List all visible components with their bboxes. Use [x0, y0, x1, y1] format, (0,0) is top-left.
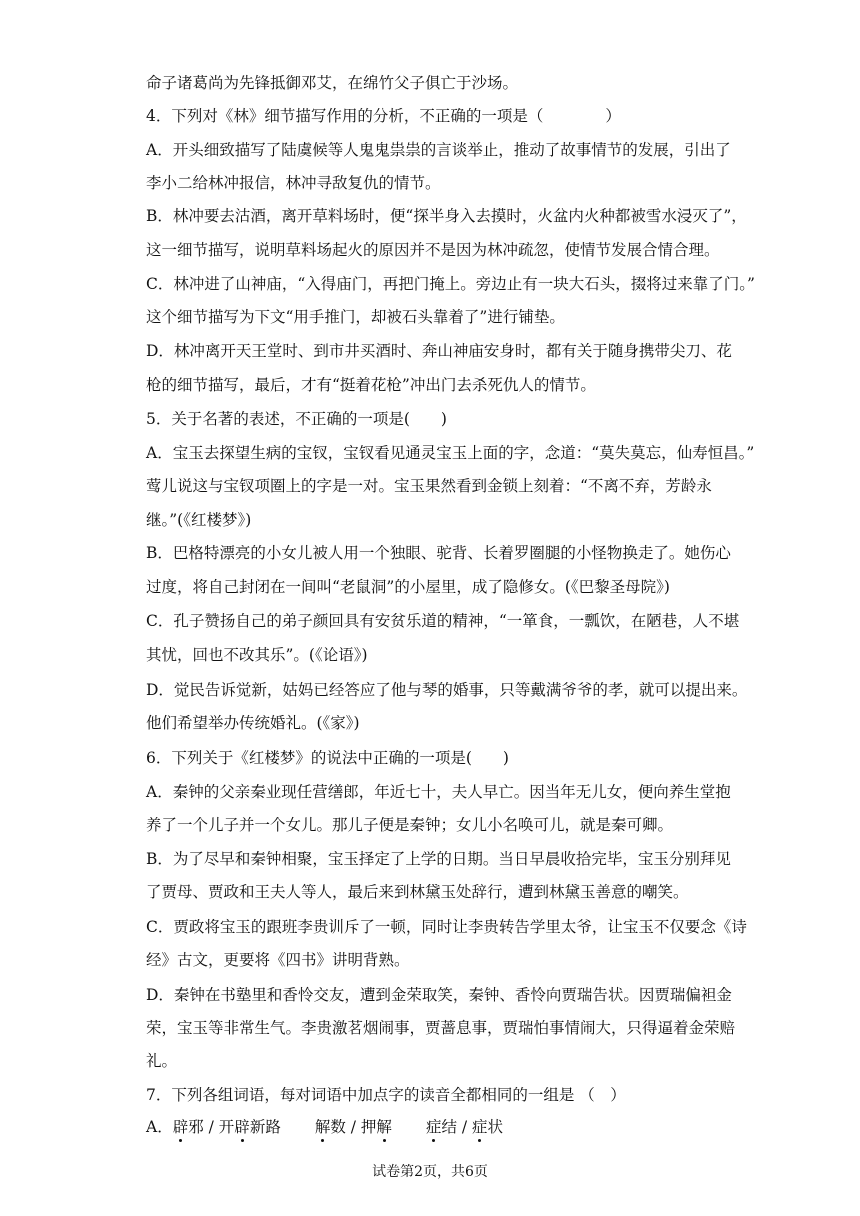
- text-line: D．林冲离开天王堂时、到市井买酒时、奔山神庙安身时，都有关于随身携带尖刀、花: [146, 342, 732, 360]
- page-footer: 试卷第2页，共6页: [372, 1164, 488, 1180]
- dotted-char: 解: [376, 1118, 392, 1136]
- word-text: 状: [487, 1118, 504, 1136]
- dotted-char: 症: [425, 1118, 442, 1136]
- text-line: A．秦钟的父亲秦业现任营缮郎，年近七十，夫人早亡。因当年无儿女，便向养生堂抱: [146, 783, 731, 801]
- text-line: 7．下列各组词语，每对词语中加点字的读音全都相同的一组是 （ ）: [146, 1086, 626, 1104]
- text-line: C．孔子赞扬自己的弟子颜回具有安贫乐道的精神，“一箪食，一瓢饮，在陋巷，人不堪: [146, 612, 740, 630]
- text-line: 枪的细节描写，最后，才有“挺着花枪”冲出门去杀死仇人的情节。: [146, 376, 596, 394]
- dotted-char: 症: [472, 1118, 488, 1136]
- text-line: 继。”(《红楼梦》): [146, 511, 252, 529]
- text-line: 5．关于名著的表述，不正确的一项是( ): [146, 410, 447, 428]
- dotted-char: 解: [314, 1118, 331, 1136]
- text-line: C．林冲进了山神庙，“入得庙门，再把门掩上。旁边止有一块大石头，掇将过来靠了门。”: [146, 275, 755, 293]
- word-text: 结 /: [441, 1118, 473, 1136]
- text-line: C．贾政将宝玉的跟班李贵训斥了一顿，同时让李贵转告学里太爷，让宝玉不仅要念《诗: [146, 918, 747, 936]
- text-line: B．为了尽早和秦钟相聚，宝玉择定了上学的日期。当日早晨收拾完毕，宝玉分别拜见: [146, 850, 731, 868]
- text-line: 这个细节描写为下文“用手推门，却被石头靠着了”进行铺垫。: [146, 308, 565, 326]
- text-line: 莺儿说这与宝钗项圈上的字是一对。宝玉果然看到金锁上刻着：“不离不弃，芳龄永: [146, 477, 712, 495]
- text-line: 养了一个儿子并一个女儿。那儿子便是秦钟；女儿小名唤可儿，就是秦可卿。: [146, 816, 674, 834]
- text-line: 他们希望举办传统婚礼。(《家》): [146, 714, 360, 732]
- word-text: 新路: [249, 1118, 281, 1136]
- text-line: 了贾母、贾政和王夫人等人，最后来到林黛玉处辞行，遭到林黛玉善意的嘲笑。: [146, 883, 689, 901]
- text-line: 4．下列对《林》细节描写作用的分析，不正确的一项是（ ）: [146, 107, 621, 125]
- text-line: A．开头细致描写了陆虞候等人鬼鬼祟祟的言谈举止，推动了故事情节的发展，引出了: [146, 141, 731, 159]
- text-line: D．秦钟在书塾里和香怜交友，遭到金荣取笑，秦钟、香怜向贾瑞告状。因贾瑞偏袒金: [146, 986, 732, 1004]
- text-line: B．林冲要去沽酒，离开草料场时，便“探半身入去摸时，火盆内火种都被雪水浸灭了”，: [146, 207, 747, 225]
- text-line: 其忧，回也不改其乐”。(《论语》): [146, 646, 368, 664]
- text-line: 礼。: [146, 1052, 178, 1070]
- text-line: 这一细节描写，说明草料场起火的原因并不是因为林冲疏忽，使情节发展合情合理。: [146, 241, 720, 259]
- word-text: 邪 / 开: [188, 1118, 235, 1136]
- option-line-7a: [146, 1117, 503, 1137]
- text-line: A．宝玉去探望生病的宝钗，宝钗看见通灵宝玉上面的字，念道：“莫失莫忘，仙寿恒昌。”: [146, 444, 755, 462]
- text-line: 经》古文，更要将《四书》讲明背熟。: [146, 951, 410, 969]
- text-line: 命子诸葛尚为先锋抵御邓艾，在绵竹父子俱亡于沙场。: [146, 74, 519, 92]
- text-line: B．巴格特漂亮的小女儿被人用一个独眼、驼背、长着罗圈腿的小怪物换走了。她伤心: [146, 544, 731, 562]
- dotted-char: 辟: [172, 1118, 189, 1136]
- option-label: A．: [146, 1118, 173, 1136]
- text-line: 荣，宝玉等非常生气。李贵激茗烟闹事，贾蔷息事，贾瑞怕事情闹大，只得逼着金荣赔: [146, 1019, 736, 1037]
- word-text: 数 / 押: [330, 1118, 377, 1136]
- text-line: 过度，将自己封闭在一间叫“老鼠洞”的小屋里，成了隐修女。(《巴黎圣母院》): [146, 578, 670, 596]
- dotted-char: 辟: [234, 1118, 250, 1136]
- text-line: D．觉民告诉觉新，姑妈已经答应了他与琴的婚事，只等戴满爷爷的孝，就可以提出来。: [146, 681, 748, 699]
- text-line: 李小二给林冲报信，林冲寻敌复仇的情节。: [146, 174, 441, 192]
- text-line: 6．下列关于《红楼梦》的说法中正确的一项是( ): [146, 749, 509, 767]
